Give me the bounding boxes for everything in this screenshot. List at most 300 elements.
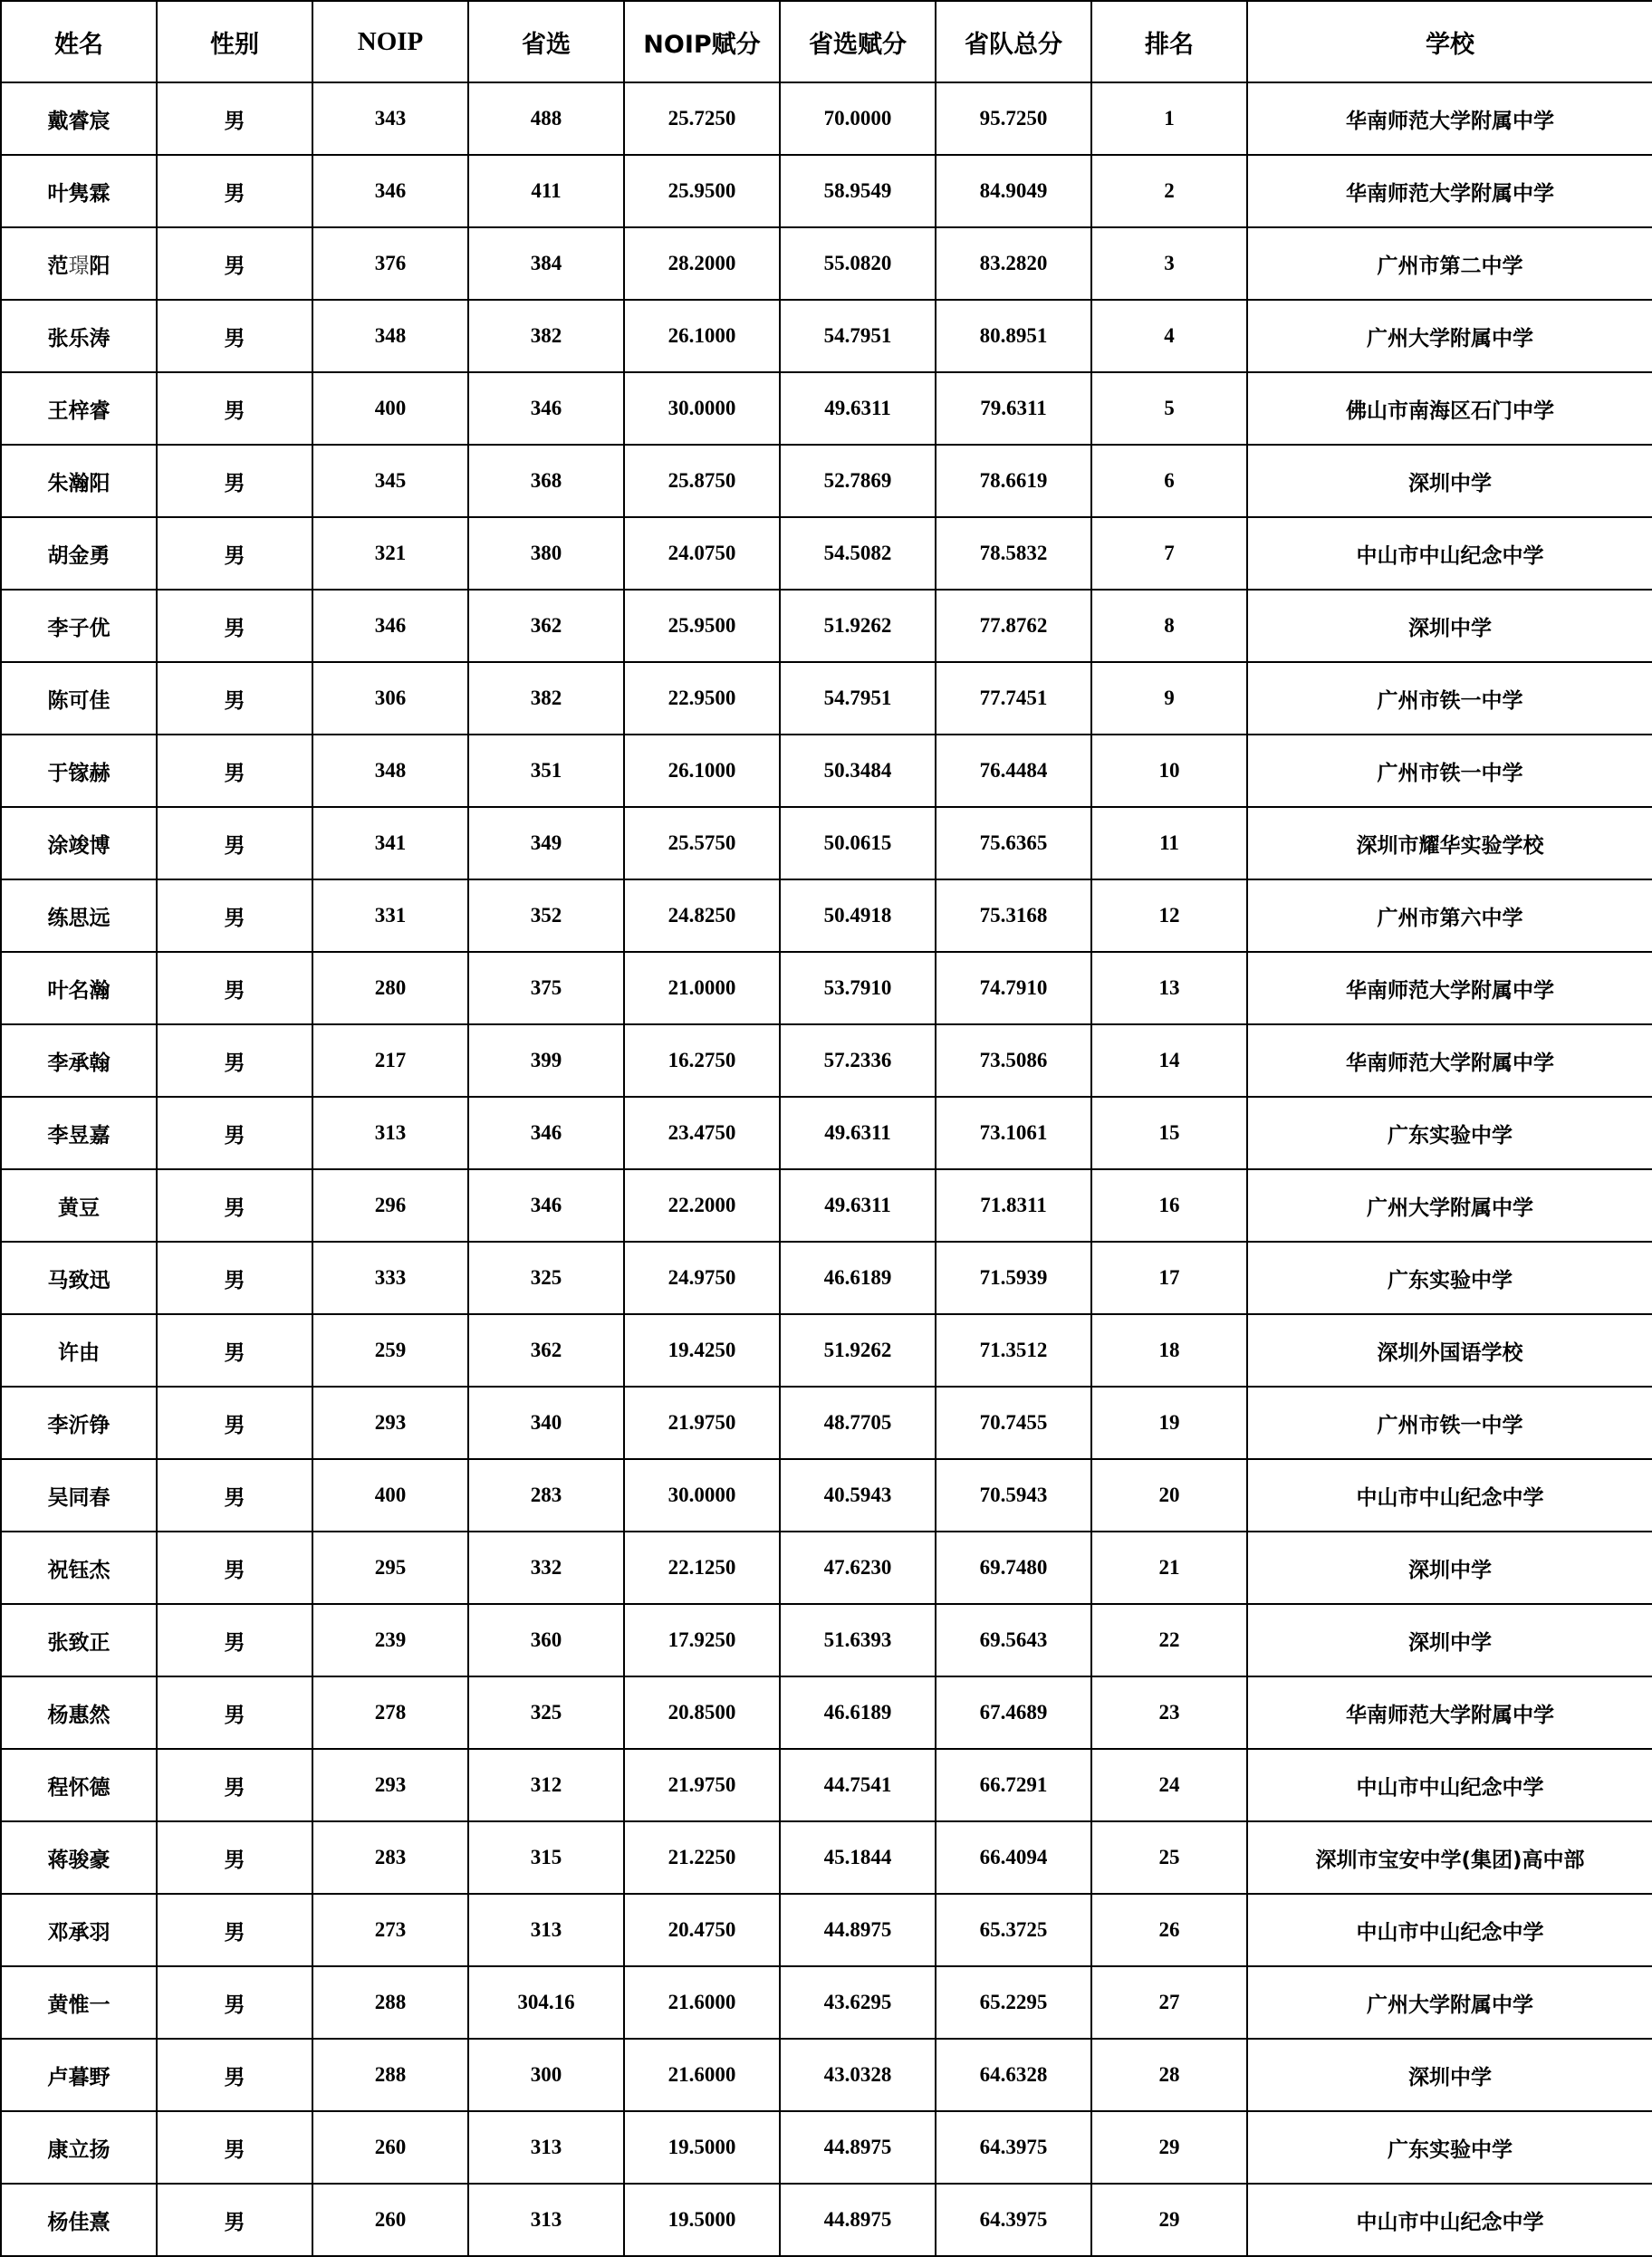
provincial-scaled-score-cell: 45.1844 <box>780 1821 936 1894</box>
provincial-scaled-score-cell: 43.0328 <box>780 2039 936 2111</box>
noip-scaled-score-cell: 21.9750 <box>624 1749 780 1821</box>
total-score-cell: 71.3512 <box>936 1314 1091 1387</box>
provincial-scaled-score-cell: 46.6189 <box>780 1676 936 1749</box>
header-rank: 排名 <box>1091 1 1247 82</box>
rank-cell: 29 <box>1091 2184 1247 2256</box>
table-row <box>1 1966 1652 2039</box>
gender-cell: 男 <box>157 2111 312 2184</box>
provincial-score-cell: 411 <box>468 155 624 227</box>
rank-cell: 6 <box>1091 445 1247 517</box>
noip-scaled-score-cell: 22.9500 <box>624 662 780 735</box>
gender-cell: 男 <box>157 1532 312 1604</box>
rank-cell: 17 <box>1091 1242 1247 1314</box>
gender-cell: 男 <box>157 735 312 807</box>
provincial-score-cell: 352 <box>468 879 624 952</box>
total-score-cell: 67.4689 <box>936 1676 1091 1749</box>
rank-cell: 12 <box>1091 879 1247 952</box>
noip-score-cell: 295 <box>312 1532 468 1604</box>
noip-score-cell: 278 <box>312 1676 468 1749</box>
table-row <box>1 1532 1652 1604</box>
student-name-cell: 王梓睿 <box>1 372 157 445</box>
noip-scaled-score-cell: 26.1000 <box>624 735 780 807</box>
table-body <box>1 82 1652 2256</box>
noip-score-cell: 260 <box>312 2184 468 2256</box>
provincial-score-cell: 325 <box>468 1676 624 1749</box>
table-row <box>1 1604 1652 1676</box>
student-name-cell: 练思远 <box>1 879 157 952</box>
provincial-scaled-score-cell: 44.7541 <box>780 1749 936 1821</box>
noip-scaled-score-cell: 25.8750 <box>624 445 780 517</box>
noip-score-cell: 333 <box>312 1242 468 1314</box>
provincial-scaled-score-cell: 44.8975 <box>780 1894 936 1966</box>
noip-scaled-score-cell: 19.5000 <box>624 2184 780 2256</box>
total-score-cell: 69.7480 <box>936 1532 1091 1604</box>
provincial-score-cell: 362 <box>468 1314 624 1387</box>
school-name-cell: 深圳中学 <box>1247 2039 1652 2111</box>
student-name-cell: 李沂铮 <box>1 1387 157 1459</box>
rank-cell: 27 <box>1091 1966 1247 2039</box>
student-name-cell: 蒋骏豪 <box>1 1821 157 1894</box>
gender-cell: 男 <box>157 1242 312 1314</box>
provincial-score-cell: 283 <box>468 1459 624 1532</box>
table-row <box>1 445 1652 517</box>
total-score-cell: 66.7291 <box>936 1749 1091 1821</box>
table-row <box>1 662 1652 735</box>
student-name-cell: 陈可佳 <box>1 662 157 735</box>
provincial-score-cell: 360 <box>468 1604 624 1676</box>
provincial-score-cell: 384 <box>468 227 624 300</box>
noip-scaled-score-cell: 21.6000 <box>624 1966 780 2039</box>
total-score-cell: 66.4094 <box>936 1821 1091 1894</box>
school-name-cell: 华南师范大学附属中学 <box>1247 1024 1652 1097</box>
table-row <box>1 1676 1652 1749</box>
student-name-cell: 戴睿宸 <box>1 82 157 155</box>
noip-scaled-score-cell: 21.6000 <box>624 2039 780 2111</box>
student-name-cell: 叶名瀚 <box>1 952 157 1024</box>
provincial-score-cell: 313 <box>468 1894 624 1966</box>
total-score-cell: 77.8762 <box>936 590 1091 662</box>
school-name-cell: 广州市铁一中学 <box>1247 662 1652 735</box>
school-name-cell: 广州市铁一中学 <box>1247 1387 1652 1459</box>
student-name-cell: 康立扬 <box>1 2111 157 2184</box>
rank-cell: 18 <box>1091 1314 1247 1387</box>
noip-score-cell: 376 <box>312 227 468 300</box>
total-score-cell: 64.6328 <box>936 2039 1091 2111</box>
noip-scaled-score-cell: 20.4750 <box>624 1894 780 1966</box>
total-score-cell: 78.6619 <box>936 445 1091 517</box>
school-name-cell: 中山市中山纪念中学 <box>1247 1749 1652 1821</box>
noip-scaled-score-cell: 25.7250 <box>624 82 780 155</box>
school-name-cell: 广州市第二中学 <box>1247 227 1652 300</box>
school-name-cell: 华南师范大学附属中学 <box>1247 1676 1652 1749</box>
header-total: 省队总分 <box>936 1 1091 82</box>
rank-cell: 25 <box>1091 1821 1247 1894</box>
gender-cell: 男 <box>157 1676 312 1749</box>
table-row <box>1 1459 1652 1532</box>
header-school: 学校 <box>1247 1 1652 82</box>
header-name: 姓名 <box>1 1 157 82</box>
gender-cell: 男 <box>157 445 312 517</box>
table-row <box>1 2111 1652 2184</box>
provincial-scaled-score-cell: 43.6295 <box>780 1966 936 2039</box>
noip-score-cell: 346 <box>312 155 468 227</box>
total-score-cell: 65.3725 <box>936 1894 1091 1966</box>
rank-cell: 5 <box>1091 372 1247 445</box>
provincial-score-cell: 346 <box>468 372 624 445</box>
school-name-cell: 广东实验中学 <box>1247 1097 1652 1169</box>
table-row <box>1 1894 1652 1966</box>
school-name-cell: 广州市铁一中学 <box>1247 735 1652 807</box>
provincial-scaled-score-cell: 47.6230 <box>780 1532 936 1604</box>
student-name-cell: 于镓赫 <box>1 735 157 807</box>
table-row <box>1 517 1652 590</box>
student-name-cell <box>1 227 157 300</box>
student-name-cell: 李子优 <box>1 590 157 662</box>
rank-cell: 4 <box>1091 300 1247 372</box>
rank-cell: 2 <box>1091 155 1247 227</box>
provincial-score-cell: 313 <box>468 2184 624 2256</box>
total-score-cell: 73.1061 <box>936 1097 1091 1169</box>
provincial-scaled-score-cell: 50.0615 <box>780 807 936 879</box>
name-char: 范 <box>47 254 69 278</box>
noip-score-cell: 341 <box>312 807 468 879</box>
rank-cell: 24 <box>1091 1749 1247 1821</box>
school-name-cell: 华南师范大学附属中学 <box>1247 155 1652 227</box>
school-name-cell: 广东实验中学 <box>1247 1242 1652 1314</box>
provincial-scaled-score-cell: 49.6311 <box>780 372 936 445</box>
student-name-cell: 祝钰杰 <box>1 1532 157 1604</box>
gender-cell: 男 <box>157 1097 312 1169</box>
gender-cell: 男 <box>157 155 312 227</box>
total-score-cell: 73.5086 <box>936 1024 1091 1097</box>
provincial-scaled-score-cell: 51.6393 <box>780 1604 936 1676</box>
noip-score-cell: 273 <box>312 1894 468 1966</box>
table-row <box>1 879 1652 952</box>
student-name-cell: 邓承羽 <box>1 1894 157 1966</box>
header-gender: 性别 <box>157 1 312 82</box>
gender-cell: 男 <box>157 952 312 1024</box>
rank-cell: 29 <box>1091 2111 1247 2184</box>
total-score-cell: 84.9049 <box>936 155 1091 227</box>
gender-cell: 男 <box>157 1459 312 1532</box>
rank-cell: 1 <box>1091 82 1247 155</box>
gender-cell: 男 <box>157 1749 312 1821</box>
provincial-score-cell: 362 <box>468 590 624 662</box>
provincial-score-cell: 399 <box>468 1024 624 1097</box>
noip-score-cell: 259 <box>312 1314 468 1387</box>
school-name-cell: 中山市中山纪念中学 <box>1247 1459 1652 1532</box>
noip-scaled-score-cell: 24.0750 <box>624 517 780 590</box>
student-name-cell: 李承翰 <box>1 1024 157 1097</box>
school-name-cell: 深圳中学 <box>1247 1604 1652 1676</box>
gender-cell: 男 <box>157 227 312 300</box>
noip-score-cell: 348 <box>312 735 468 807</box>
noip-scaled-score-cell: 21.9750 <box>624 1387 780 1459</box>
provincial-score-cell: 382 <box>468 662 624 735</box>
gender-cell: 男 <box>157 1387 312 1459</box>
table-row <box>1 2184 1652 2256</box>
table-row <box>1 1821 1652 1894</box>
noip-scaled-score-cell: 25.9500 <box>624 590 780 662</box>
header-row <box>1 1 1652 82</box>
table-row <box>1 735 1652 807</box>
rank-cell: 7 <box>1091 517 1247 590</box>
table-row <box>1 82 1652 155</box>
gender-cell: 男 <box>157 1821 312 1894</box>
school-name-cell: 深圳市耀华实验学校 <box>1247 807 1652 879</box>
school-name-cell: 广东实验中学 <box>1247 2111 1652 2184</box>
rank-cell: 13 <box>1091 952 1247 1024</box>
rank-cell: 22 <box>1091 1604 1247 1676</box>
student-name-cell: 杨惠然 <box>1 1676 157 1749</box>
noip-scaled-score-cell: 25.9500 <box>624 155 780 227</box>
gender-cell: 男 <box>157 82 312 155</box>
provincial-scaled-score-cell: 54.5082 <box>780 517 936 590</box>
noip-scaled-score-cell: 22.2000 <box>624 1169 780 1242</box>
provincial-score-cell: 315 <box>468 1821 624 1894</box>
provincial-score-cell: 312 <box>468 1749 624 1821</box>
total-score-cell: 78.5832 <box>936 517 1091 590</box>
provincial-score-cell: 380 <box>468 517 624 590</box>
total-score-cell: 75.3168 <box>936 879 1091 952</box>
gender-cell: 男 <box>157 807 312 879</box>
provincial-score-cell: 346 <box>468 1169 624 1242</box>
provincial-score-cell: 304.16 <box>468 1966 624 2039</box>
table-row <box>1 227 1652 300</box>
total-score-cell: 79.6311 <box>936 372 1091 445</box>
table-row <box>1 1314 1652 1387</box>
provincial-scaled-score-cell: 58.9549 <box>780 155 936 227</box>
total-score-cell: 65.2295 <box>936 1966 1091 2039</box>
noip-scaled-score-cell: 28.2000 <box>624 227 780 300</box>
provincial-score-cell: 300 <box>468 2039 624 2111</box>
school-name-cell: 深圳外国语学校 <box>1247 1314 1652 1387</box>
total-score-cell: 71.8311 <box>936 1169 1091 1242</box>
provincial-scaled-score-cell: 46.6189 <box>780 1242 936 1314</box>
total-score-cell: 95.7250 <box>936 82 1091 155</box>
provincial-score-cell: 368 <box>468 445 624 517</box>
student-name-cell: 朱瀚阳 <box>1 445 157 517</box>
table-row <box>1 1169 1652 1242</box>
provincial-scaled-score-cell: 44.8975 <box>780 2184 936 2256</box>
gender-cell: 男 <box>157 2184 312 2256</box>
total-score-cell: 75.6365 <box>936 807 1091 879</box>
noip-scaled-score-cell: 25.5750 <box>624 807 780 879</box>
gender-cell: 男 <box>157 300 312 372</box>
rank-cell: 20 <box>1091 1459 1247 1532</box>
provincial-scaled-score-cell: 54.7951 <box>780 662 936 735</box>
total-score-cell: 83.2820 <box>936 227 1091 300</box>
student-name-cell: 吴同春 <box>1 1459 157 1532</box>
table-row <box>1 2039 1652 2111</box>
noip-scaled-score-cell: 30.0000 <box>624 1459 780 1532</box>
student-name-cell: 马致迅 <box>1 1242 157 1314</box>
provincial-scaled-score-cell: 51.9262 <box>780 1314 936 1387</box>
gender-cell: 男 <box>157 372 312 445</box>
gender-cell: 男 <box>157 1604 312 1676</box>
provincial-score-cell: 346 <box>468 1097 624 1169</box>
noip-score-cell: 296 <box>312 1169 468 1242</box>
provincial-scaled-score-cell: 49.6311 <box>780 1169 936 1242</box>
table-row <box>1 1749 1652 1821</box>
gender-cell: 男 <box>157 1169 312 1242</box>
noip-score-cell: 400 <box>312 1459 468 1532</box>
noip-score-cell: 321 <box>312 517 468 590</box>
provincial-score-cell: 313 <box>468 2111 624 2184</box>
school-name-cell: 深圳市宝安中学(集团)高中部 <box>1247 1821 1652 1894</box>
gender-cell: 男 <box>157 590 312 662</box>
noip-score-cell: 288 <box>312 1966 468 2039</box>
noip-score-cell: 343 <box>312 82 468 155</box>
noip-scaled-score-cell: 17.9250 <box>624 1604 780 1676</box>
student-name-cell: 黄惟一 <box>1 1966 157 2039</box>
school-name-cell: 广州大学附属中学 <box>1247 1169 1652 1242</box>
noip-score-cell: 306 <box>312 662 468 735</box>
student-name-cell: 张乐涛 <box>1 300 157 372</box>
school-name-cell: 深圳中学 <box>1247 445 1652 517</box>
rank-cell: 14 <box>1091 1024 1247 1097</box>
student-name-cell: 黄豆 <box>1 1169 157 1242</box>
noip-scaled-score-cell: 24.9750 <box>624 1242 780 1314</box>
school-name-cell: 广州市第六中学 <box>1247 879 1652 952</box>
table-row <box>1 1024 1652 1097</box>
school-name-cell: 佛山市南海区石门中学 <box>1247 372 1652 445</box>
name-char: 璟 <box>68 254 90 278</box>
noip-scaled-score-cell: 30.0000 <box>624 372 780 445</box>
gender-cell: 男 <box>157 1894 312 1966</box>
noip-score-cell: 331 <box>312 879 468 952</box>
provincial-scaled-score-cell: 50.3484 <box>780 735 936 807</box>
student-name-cell: 卢暮野 <box>1 2039 157 2111</box>
gender-cell: 男 <box>157 517 312 590</box>
total-score-cell: 77.7451 <box>936 662 1091 735</box>
provincial-scaled-score-cell: 53.7910 <box>780 952 936 1024</box>
school-name-cell: 华南师范大学附属中学 <box>1247 82 1652 155</box>
student-name-cell: 胡金勇 <box>1 517 157 590</box>
school-name-cell: 深圳中学 <box>1247 590 1652 662</box>
table-row <box>1 155 1652 227</box>
noip-score-cell: 313 <box>312 1097 468 1169</box>
rank-cell: 8 <box>1091 590 1247 662</box>
noip-scaled-score-cell: 24.8250 <box>624 879 780 952</box>
total-score-cell: 70.7455 <box>936 1387 1091 1459</box>
table-row <box>1 952 1652 1024</box>
gender-cell: 男 <box>157 879 312 952</box>
total-score-cell: 70.5943 <box>936 1459 1091 1532</box>
noip-score-cell: 293 <box>312 1749 468 1821</box>
header-noip: NOIP <box>312 1 468 82</box>
noip-scaled-score-cell: 26.1000 <box>624 300 780 372</box>
table-row <box>1 590 1652 662</box>
rank-cell: 26 <box>1091 1894 1247 1966</box>
noip-scaled-score-cell: 23.4750 <box>624 1097 780 1169</box>
header-provincial: 省选 <box>468 1 624 82</box>
provincial-scaled-score-cell: 49.6311 <box>780 1097 936 1169</box>
gender-cell: 男 <box>157 1024 312 1097</box>
student-name-cell: 许由 <box>1 1314 157 1387</box>
total-score-cell: 74.7910 <box>936 952 1091 1024</box>
provincial-score-cell: 375 <box>468 952 624 1024</box>
provincial-scaled-score-cell: 50.4918 <box>780 879 936 952</box>
total-score-cell: 64.3975 <box>936 2111 1091 2184</box>
noip-scaled-score-cell: 21.0000 <box>624 952 780 1024</box>
provincial-score-cell: 332 <box>468 1532 624 1604</box>
provincial-score-cell: 488 <box>468 82 624 155</box>
noip-scaled-score-cell: 19.4250 <box>624 1314 780 1387</box>
noip-score-cell: 293 <box>312 1387 468 1459</box>
noip-score-cell: 260 <box>312 2111 468 2184</box>
rank-cell: 10 <box>1091 735 1247 807</box>
school-name-cell: 中山市中山纪念中学 <box>1247 1894 1652 1966</box>
rank-cell: 3 <box>1091 227 1247 300</box>
school-name-cell: 深圳中学 <box>1247 1532 1652 1604</box>
rank-cell: 21 <box>1091 1532 1247 1604</box>
table-row <box>1 1242 1652 1314</box>
total-score-cell: 64.3975 <box>936 2184 1091 2256</box>
school-name-cell: 中山市中山纪念中学 <box>1247 517 1652 590</box>
total-score-cell: 76.4484 <box>936 735 1091 807</box>
provincial-scaled-score-cell: 51.9262 <box>780 590 936 662</box>
gender-cell: 男 <box>157 2039 312 2111</box>
noip-score-cell: 345 <box>312 445 468 517</box>
provincial-score-cell: 325 <box>468 1242 624 1314</box>
rank-cell: 28 <box>1091 2039 1247 2111</box>
noip-score-cell: 400 <box>312 372 468 445</box>
name-char: 阳 <box>89 254 110 278</box>
table-row <box>1 807 1652 879</box>
student-name-cell: 程怀德 <box>1 1749 157 1821</box>
noip-scaled-score-cell: 22.1250 <box>624 1532 780 1604</box>
rank-cell: 11 <box>1091 807 1247 879</box>
noip-scaled-score-cell: 16.2750 <box>624 1024 780 1097</box>
student-name-cell: 张致正 <box>1 1604 157 1676</box>
noip-score-cell: 239 <box>312 1604 468 1676</box>
provincial-score-cell: 382 <box>468 300 624 372</box>
provincial-score-cell: 340 <box>468 1387 624 1459</box>
gender-cell: 男 <box>157 1314 312 1387</box>
noip-score-cell: 348 <box>312 300 468 372</box>
noip-scaled-score-cell: 21.2250 <box>624 1821 780 1894</box>
school-name-cell: 中山市中山纪念中学 <box>1247 2184 1652 2256</box>
provincial-scaled-score-cell: 44.8975 <box>780 2111 936 2184</box>
table-row <box>1 1097 1652 1169</box>
provincial-scaled-score-cell: 57.2336 <box>780 1024 936 1097</box>
student-name-cell: 叶隽霖 <box>1 155 157 227</box>
header-noip-scaled <box>624 1 780 82</box>
noip-score-cell: 217 <box>312 1024 468 1097</box>
school-name-cell: 广州大学附属中学 <box>1247 1966 1652 2039</box>
header-provincial-scaled: 省选赋分 <box>780 1 936 82</box>
noip-scaled-score-cell: 20.8500 <box>624 1676 780 1749</box>
rank-cell: 23 <box>1091 1676 1247 1749</box>
table-row <box>1 1387 1652 1459</box>
provincial-scaled-score-cell: 48.7705 <box>780 1387 936 1459</box>
total-score-cell: 69.5643 <box>936 1604 1091 1676</box>
noip-score-cell: 283 <box>312 1821 468 1894</box>
gender-cell: 男 <box>157 662 312 735</box>
provincial-score-cell: 351 <box>468 735 624 807</box>
noip-score-cell: 280 <box>312 952 468 1024</box>
provincial-scaled-score-cell: 40.5943 <box>780 1459 936 1532</box>
table-row <box>1 372 1652 445</box>
rank-cell: 16 <box>1091 1169 1247 1242</box>
student-name-cell: 李昱嘉 <box>1 1097 157 1169</box>
gender-cell: 男 <box>157 1966 312 2039</box>
noip-score-cell: 288 <box>312 2039 468 2111</box>
noip-score-cell: 346 <box>312 590 468 662</box>
rank-cell: 9 <box>1091 662 1247 735</box>
rank-cell: 19 <box>1091 1387 1247 1459</box>
